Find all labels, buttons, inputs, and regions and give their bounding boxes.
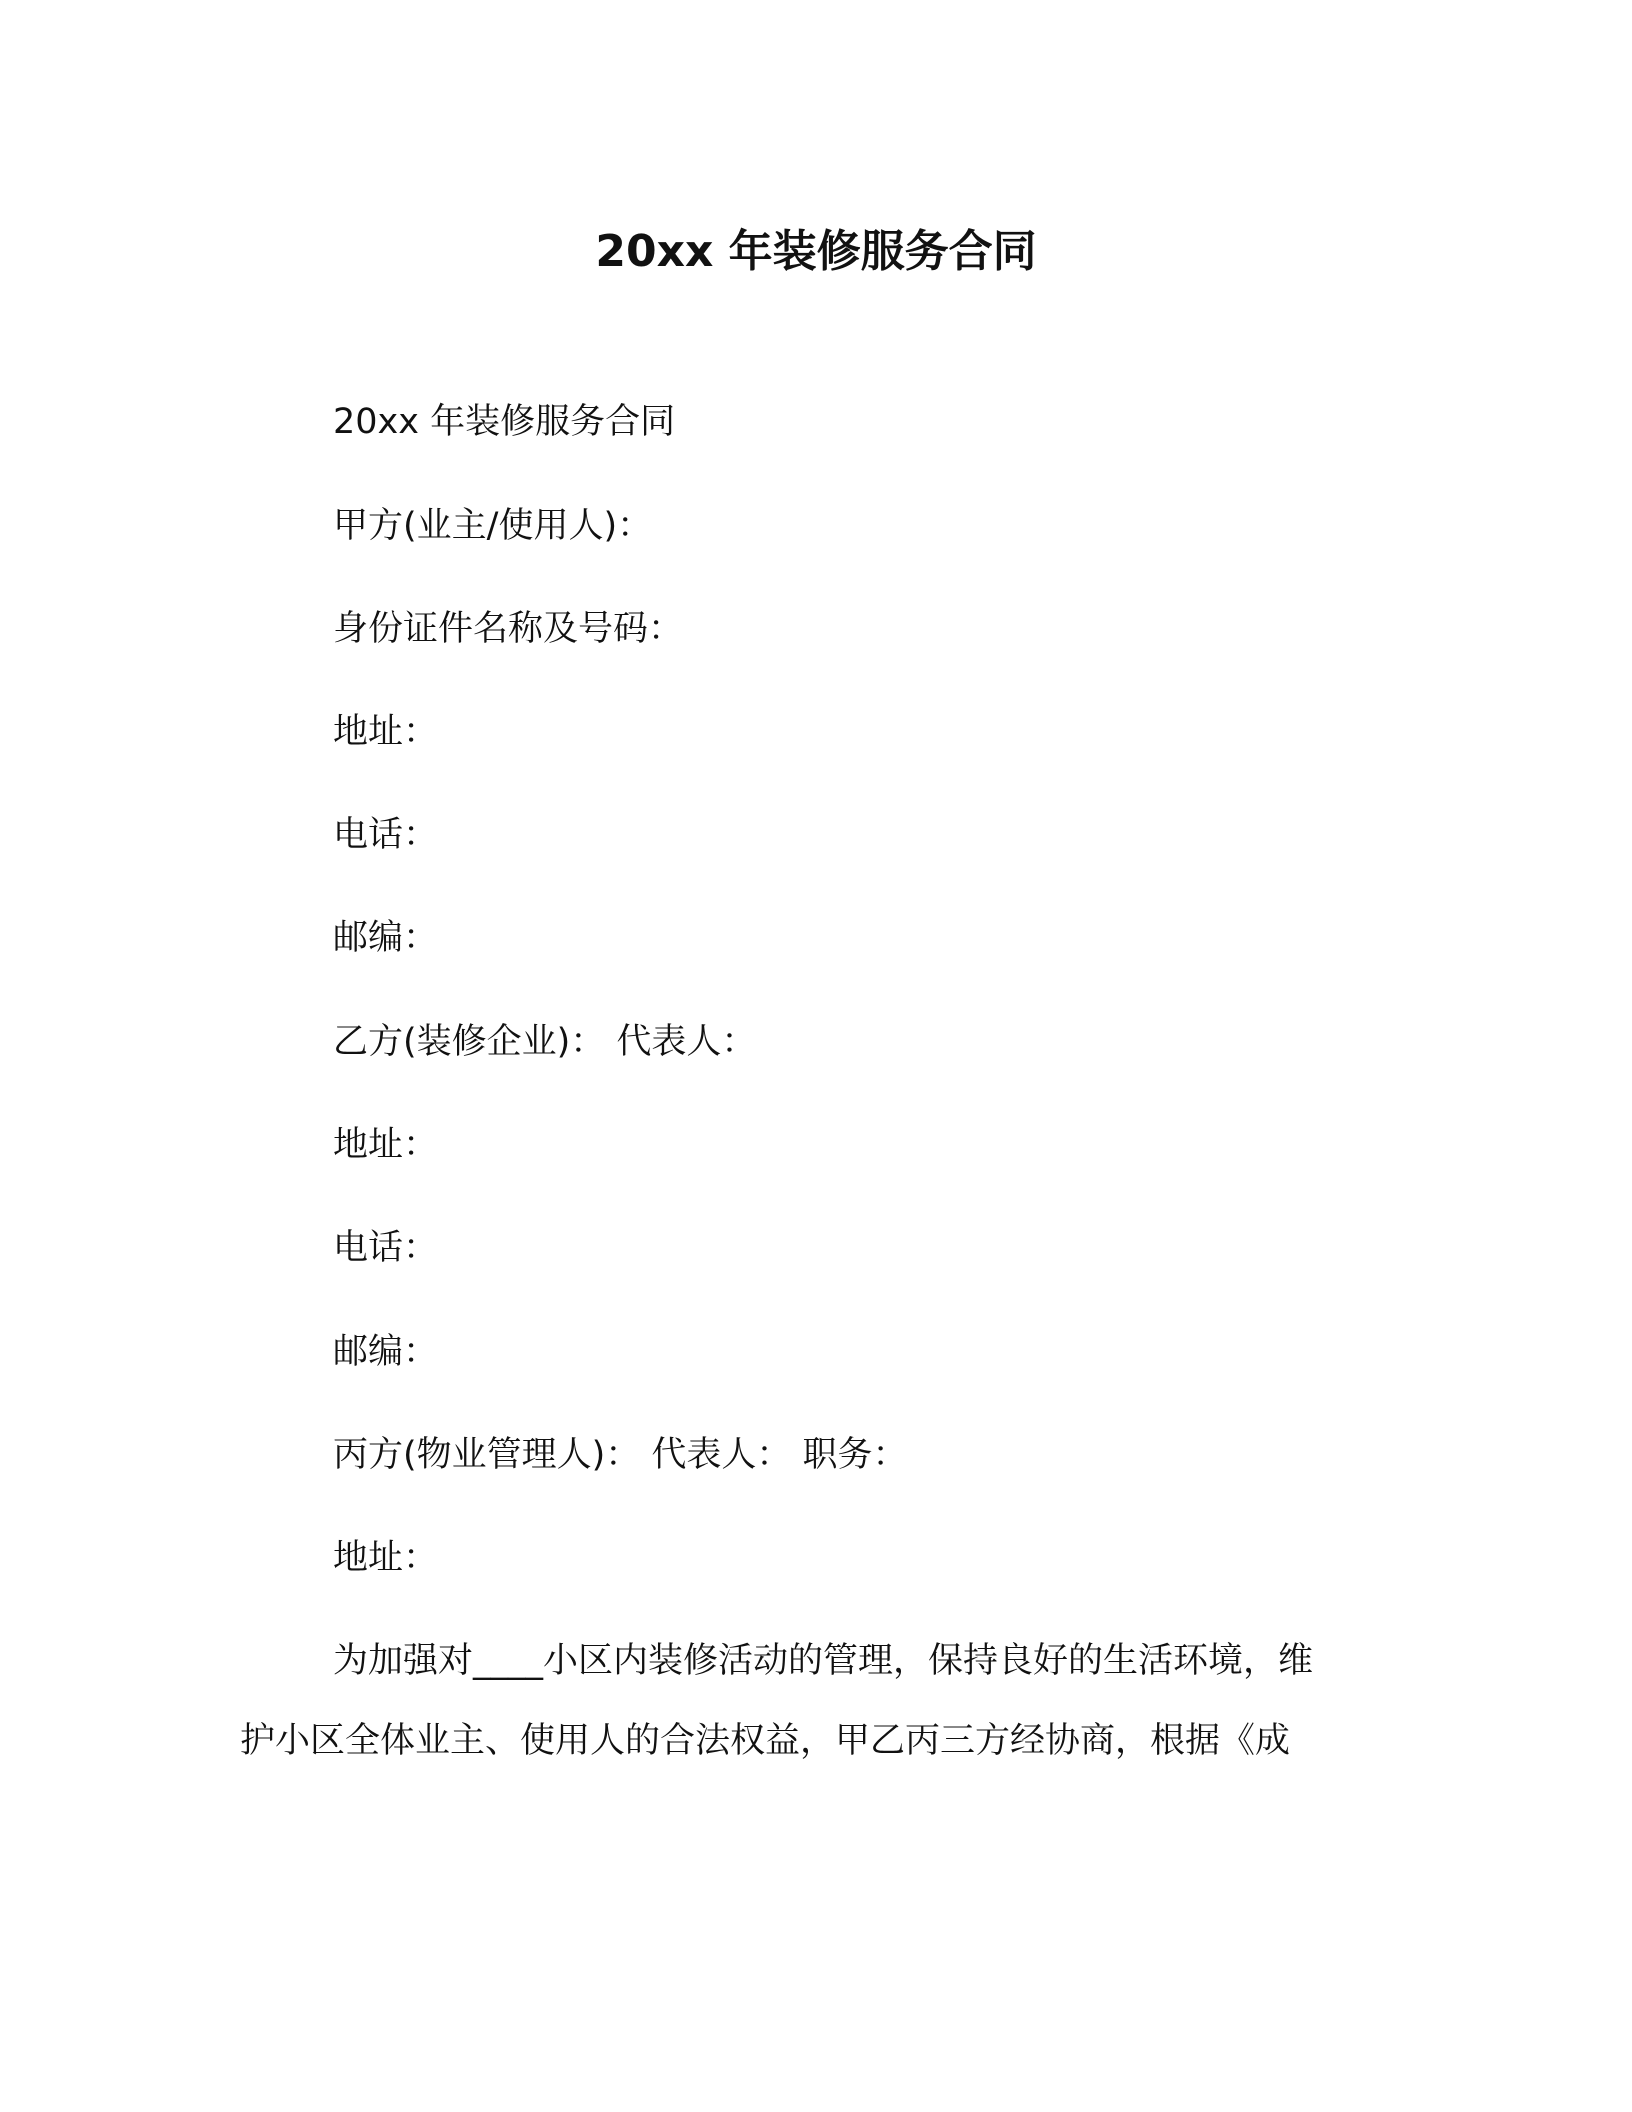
document-title: 20xx 年装修服务合同	[595, 226, 1037, 277]
party-c-line: 丙方(物业管理人)： 代表人： 职务：	[333, 1435, 908, 1475]
preamble-paragraph	[240, 1637, 1400, 1765]
party-a-phone-line: 电话：	[333, 815, 439, 855]
party-a-line: 甲方(业主/使用人)：	[333, 506, 653, 546]
party-a-id-line: 身份证件名称及号码：	[333, 609, 684, 649]
party-b-line: 乙方(装修企业)： 代表人：	[333, 1022, 757, 1062]
party-b-address-line: 地址：	[333, 1125, 439, 1165]
preamble-line-2: 护小区全体业主、使用人的合法权益，甲乙丙三方经协商，根据《成	[240, 1721, 1291, 1761]
party-a-address-line: 地址：	[333, 712, 439, 752]
preamble-line-1: 为加强对____小区内装修活动的管理，保持良好的生活环境，维	[333, 1641, 1314, 1681]
party-c-address-line: 地址：	[333, 1538, 439, 1578]
party-b-phone-line: 电话：	[333, 1228, 439, 1268]
party-a-postcode-line: 邮编：	[333, 918, 439, 958]
party-b-postcode-line: 邮编：	[333, 1332, 439, 1372]
contract-heading-line: 20xx 年装修服务合同	[333, 402, 676, 442]
